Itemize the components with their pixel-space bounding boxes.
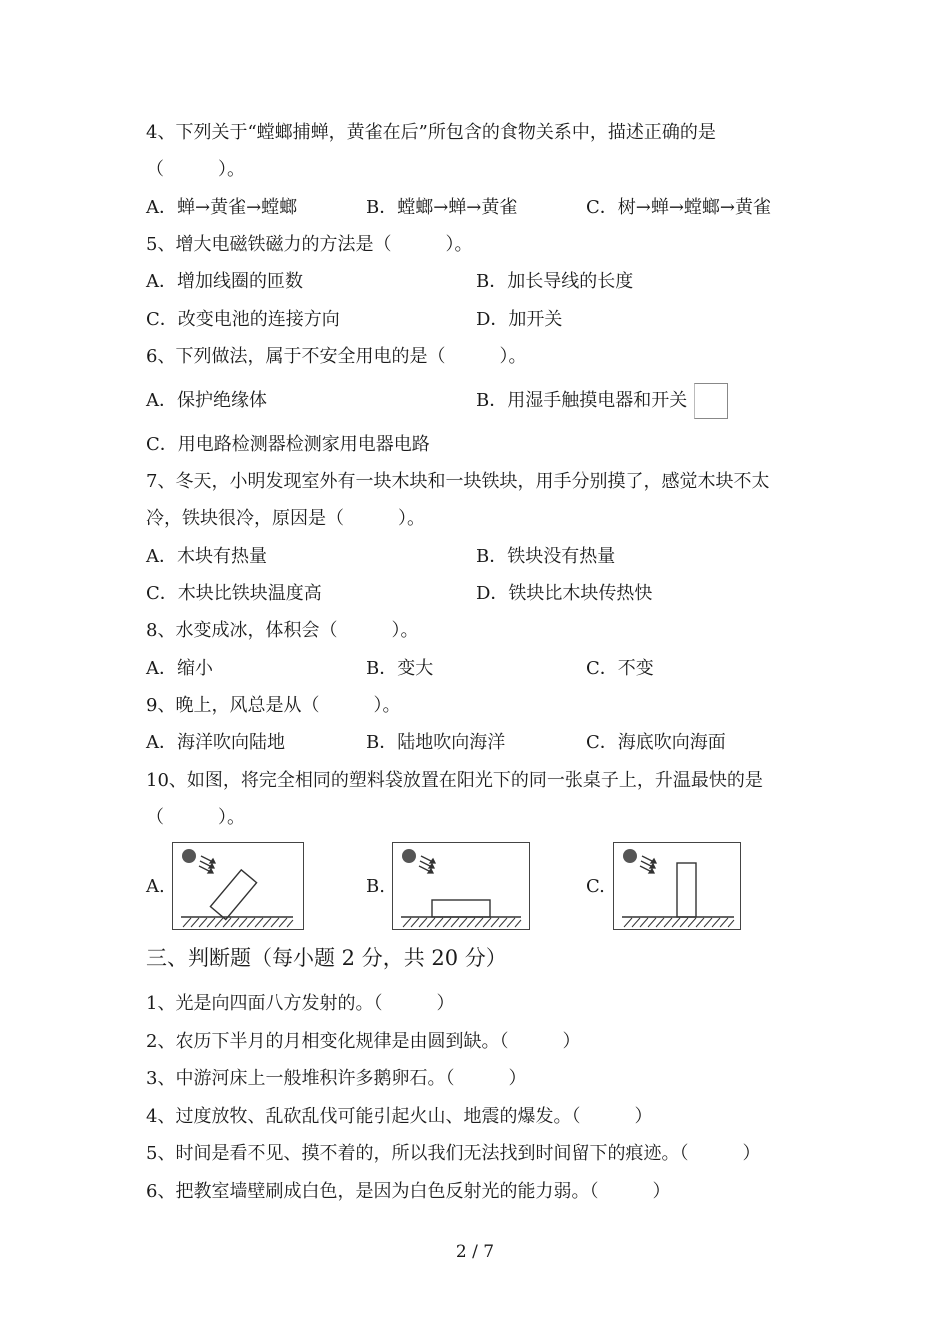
flat-bag-shape (432, 900, 490, 917)
figure-b-flat-bag (392, 842, 530, 930)
q6-option-c: C．用电路检测器检测家用电器电路 (146, 434, 430, 455)
answer-box-frame (694, 383, 728, 419)
q7-stem-line2: 冷，铁块很冷，原因是（ ）。 (146, 508, 425, 529)
q7-option-d: D．铁块比木块传热快 (476, 583, 653, 604)
q5-option-c: C．改变电池的连接方向 (146, 309, 340, 330)
sun-icon (402, 849, 416, 863)
q5-option-d: D．加开关 (476, 309, 563, 330)
q7-option-a: A．木块有热量 (146, 546, 267, 567)
q6-stem: 6、下列做法，属于不安全用电的是（ ）。 (146, 346, 527, 367)
judgement-item: 2、农历下半月的月相变化规律是由圆到缺。（ ） (146, 1031, 581, 1052)
q6-option-b: B．用湿手触摸电器和开关 (476, 390, 688, 411)
q4-option-a: A．蝉→黄雀→螳螂 (146, 197, 298, 218)
sunray-arrows-icon (199, 856, 215, 873)
q9-option-a: A．海洋吹向陆地 (146, 732, 285, 753)
q8-option-b: B．变大 (366, 658, 434, 679)
q8-option-c: C．不变 (586, 658, 654, 679)
q4-option-b: B．螳螂→蝉→黄雀 (366, 197, 518, 218)
q10-option-b-label: B. (366, 876, 385, 897)
judgement-item: 4、过度放牧、乱砍乱伐可能引起火山、地震的爆发。（ ） (146, 1106, 653, 1127)
q7-stem-line1: 7、冬天，小明发现室外有一块木块和一块铁块，用手分别摸了，感觉木块不太 (146, 471, 770, 492)
q5-option-a: A．增加线圈的匝数 (146, 271, 303, 292)
q9-stem: 9、晚上，风总是从（ ）。 (146, 695, 401, 716)
q8-stem: 8、水变成冰，体积会（ ）。 (146, 620, 419, 641)
judgement-item: 1、光是向四面八方发射的。（ ） (146, 993, 455, 1014)
q7-option-b: B．铁块没有热量 (476, 546, 616, 567)
upright-bag-shape (677, 863, 696, 917)
q9-option-b: B．陆地吹向海洋 (366, 732, 506, 753)
q10-stem-line1: 10、如图，将完全相同的塑料袋放置在阳光下的同一张桌子上，升温最快的是 (146, 770, 763, 791)
q4-option-c: C．树→蝉→螳螂→黄雀 (586, 197, 772, 218)
section-3-heading: 三、判断题（每小题 2 分，共 20 分） (146, 946, 507, 970)
q10-stem-line2: （ ）。 (146, 807, 245, 828)
q10-option-a-label: A. (146, 876, 165, 897)
sun-icon (623, 849, 637, 863)
q4-stem-line1: 4、下列关于“螳螂捕蝉，黄雀在后”所包含的食物关系中，描述正确的是 (146, 122, 716, 143)
q7-option-c: C．木块比铁块温度高 (146, 583, 322, 604)
tilted-bag-shape (210, 870, 256, 920)
q5-stem: 5、增大电磁铁磁力的方法是（ ）。 (146, 234, 473, 255)
figure-a-tilted-bag (172, 842, 304, 930)
page-number: 2 / 7 (455, 1242, 495, 1262)
q5-option-b: B．加长导线的长度 (476, 271, 634, 292)
q9-option-c: C．海底吹向海面 (586, 732, 726, 753)
q8-option-a: A．缩小 (146, 658, 213, 679)
judgement-item: 6、把教室墙壁刷成白色，是因为白色反射光的能力弱。（ ） (146, 1181, 671, 1202)
sunray-arrows-icon (640, 856, 656, 873)
judgement-item: 3、中游河床上一般堆积许多鹅卵石。（ ） (146, 1068, 527, 1089)
q4-stem-line2: （ ）。 (146, 159, 245, 180)
q6-option-a: A．保护绝缘体 (146, 390, 267, 411)
sunray-arrows-icon (419, 856, 435, 873)
sun-icon (182, 849, 196, 863)
q10-option-c-label: C. (586, 876, 605, 897)
figure-c-upright-bag (613, 842, 741, 930)
judgement-item: 5、时间是看不见、摸不着的，所以我们无法找到时间留下的痕迹。（ ） (146, 1143, 761, 1164)
